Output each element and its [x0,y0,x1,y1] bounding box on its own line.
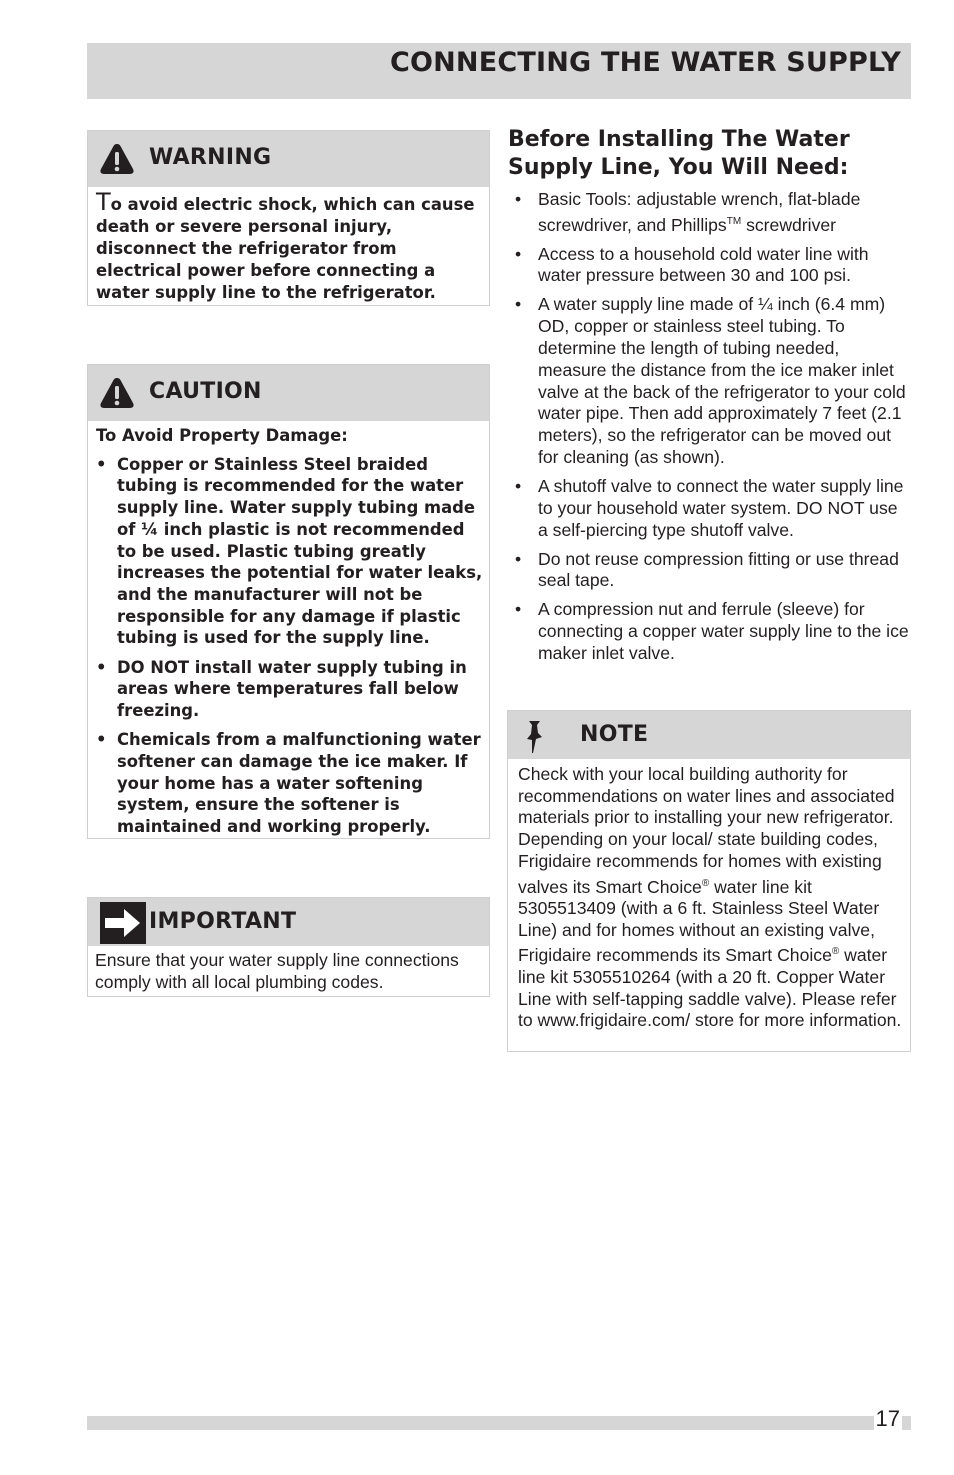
important-box [87,897,490,997]
bullet-dot: • [515,475,522,496]
warning-dropcap: T [96,188,111,216]
list-item: • Access to a household cold water line with water pressure between 30 and 100 psi. [515,243,869,286]
caution-box [87,364,490,839]
important-text: Ensure that your water supply line connections comply with all local plumbing codes. [95,950,459,992]
caution-list [96,454,483,838]
list-item: • Basic Tools: adjustable wrench, flat-blade screwdriver, and Phillips™ screwdriver [515,189,861,235]
note-box [507,710,911,1052]
warning-box [87,130,490,306]
bullet-dot: • [96,730,107,750]
list-item: • Copper or Stainless Steel braided tubing is recommended for the water supply line. Water supply tubing made of ¼ inch plastic is not recommended to be used. Plastic tubing greatly increases the potential for water leaks, and the manufacturer will not be responsible for any damage if plastic tubing is used for the supply line. [96,454,483,648]
list-item: • Do not reuse compression fitting or use thread seal tape. [515,548,899,591]
caution-header [88,365,489,421]
warning-label: WARNING [149,145,272,170]
pushpin-icon [526,719,548,755]
list-item: • A shutoff valve to connect the water supply line to your household water system. DO NOT use a self-piercing type shutoff valve. [515,475,904,540]
list-item: • DO NOT install water supply tubing in areas where temperatures fall below freezing. [96,657,467,720]
warning-triangle-icon [99,142,135,176]
list-item: • Chemicals from a malfunctioning water softener can damage the ice maker. If your home has a water softening system, ensure the softener is maintained and working properly. [96,730,481,836]
important-header [88,898,489,946]
note-text: Check with your local building authority for recommendations on water lines and associated materials prior to installing your new refrigerator. Depending on your local/ state building codes, Frigidaire recommends for homes with existing valves its Smart Choice® water line kit 5305513409 (with a 6 ft. Stainless Steel Water Line) and for homes without an existing valve, Frigidaire recommends its Smart Choice® water line kit 5305510264 (with a 20 ft. Copper Water Line with self-tapping saddle valve). Please refer to www.frigidaire.com/ store for more information. [518,764,902,1031]
bullet-dot: • [515,189,522,209]
bullet-dot: • [515,294,522,315]
caution-subheading: To Avoid Property Damage: [96,426,348,445]
warning-text [88,187,489,304]
caution-content [88,421,489,838]
page-header [87,43,911,99]
bullet-dot: • [96,657,107,677]
warning-message: o avoid electric shock, which can cause death or severe personal injury, disconnect the refrigerator from electrical power before connecting a water supply line to the refrigerator. [96,195,475,302]
registered-sup: ® [831,946,840,958]
footer-bar [87,1416,911,1430]
bullet-dot: • [515,243,522,264]
note-header [508,711,910,759]
caution-label: CAUTION [149,379,262,404]
warning-triangle-icon [99,376,135,410]
warning-header [88,131,489,187]
note-label: NOTE [580,722,649,747]
registered-sup: ® [701,877,710,889]
list-item: • A water supply line made of ¼ inch (6.4 mm) OD, copper or stainless steel tubing. To determine the length of tubing needed, measure the distance from the ice maker inlet valve at the back of the refrigerator to your cold water pipe. Then add approximately 7 feet (2.1 meters), so the refrigerator can be moved out for cleaning (as shown). [515,294,906,467]
list-item: • A compression nut and ferrule (sleeve) for connecting a copper water supply line to the ice maker inlet valve. [515,599,909,663]
page-title: CONNECTING THE WATER SUPPLY [389,47,901,78]
needs-heading: Before Installing The Water Supply Line, You Will Need: [508,127,850,180]
arrow-right-icon [100,902,146,944]
important-label: IMPORTANT [149,909,297,934]
bullet-dot: • [96,454,107,474]
bullet-dot: • [515,599,522,620]
bullet-dot: • [515,548,522,569]
trademark-sup: TM [726,215,742,227]
page-number: 17 [875,1406,900,1431]
needs-list [515,189,911,672]
